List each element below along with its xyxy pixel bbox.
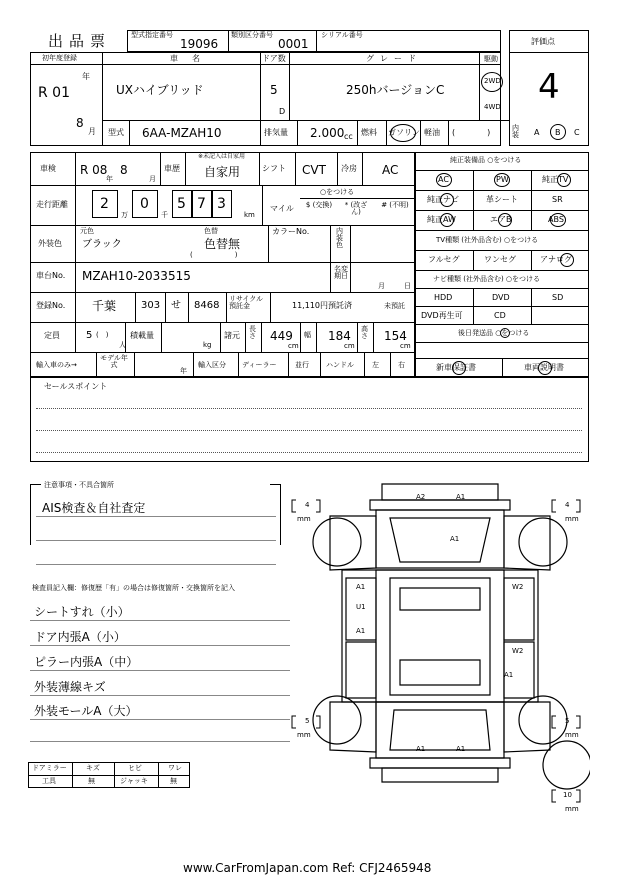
- import-label: 輸入車のみ→: [36, 361, 77, 369]
- interior-color-label: 内装色: [336, 227, 343, 249]
- capacity-label: 定員: [44, 331, 60, 340]
- tire-rl-depth: 5: [305, 717, 310, 725]
- inspection-year-unit: 年: [106, 175, 113, 183]
- recycle-unpaid: 未預託: [384, 302, 405, 310]
- dealer-label: ディーラー: [242, 361, 277, 369]
- later-title: 後日発送品 ○をつける: [458, 329, 530, 337]
- equip-aw: 純正AW: [427, 215, 456, 224]
- sales-point-box: [30, 377, 589, 462]
- year-unit: 年: [82, 72, 90, 81]
- navi-dvd: DVD: [492, 293, 510, 302]
- inspection-month: 8: [120, 163, 128, 177]
- later-manual-circle: [538, 361, 552, 375]
- width-unit: cm: [344, 342, 355, 350]
- month-unit: 月: [88, 127, 96, 136]
- tv-title: TV種類 (社外品含む) ○をつける: [436, 236, 539, 244]
- damage-label: A1: [504, 671, 514, 679]
- handle-right: 右: [398, 361, 405, 369]
- inspector-item-1: シートすれ（小）: [34, 605, 130, 619]
- damage-label: A1: [416, 745, 426, 753]
- category-label: 類別区分番号: [231, 31, 273, 39]
- cooler-label: 冷房: [341, 164, 357, 173]
- light-oil-label: 軽油: [424, 128, 440, 137]
- notes-title: 注意事項・不具合箇所: [44, 481, 114, 489]
- navi-title: ナビ種類 (社外品含む) ○をつける: [433, 275, 541, 283]
- jack-value: 無: [170, 777, 177, 785]
- drive-2wd: 2WD: [484, 77, 501, 85]
- model-year-label: モデル年式: [100, 354, 128, 369]
- shift-label: シフト: [262, 164, 286, 173]
- chassis-label: 車台No.: [36, 271, 66, 280]
- equip-ac: AC: [438, 175, 449, 184]
- name-change-label: 名変期日: [334, 265, 348, 280]
- sheet-title: 出品票: [48, 32, 112, 50]
- handle-label: ハンドル: [326, 361, 354, 369]
- mark-modified: * (改ざん): [344, 201, 368, 216]
- rating-value: 4: [538, 67, 560, 107]
- equip-airbag: エアB: [490, 215, 512, 224]
- tire-rr-unit: mm: [565, 731, 579, 739]
- orig-color-value: ブラック: [82, 239, 122, 250]
- chassis-value: MZAH10-2033515: [82, 269, 191, 283]
- inspector-item-5: 外装モールA（大）: [34, 704, 138, 718]
- scratch-header: キズ: [86, 764, 100, 772]
- damage-label: A1: [456, 493, 466, 501]
- navi-sd: SD: [552, 293, 564, 302]
- tools-label: 工具: [42, 777, 56, 785]
- mileage-digit-5: 3: [217, 196, 226, 212]
- first-reg-label: 初年度登録: [42, 54, 77, 62]
- light-oil-paren: ( ): [452, 128, 491, 137]
- capacity-value: 5: [86, 330, 93, 341]
- fuel-label: 燃料: [361, 128, 377, 137]
- damage-label: A1: [356, 627, 366, 635]
- inspection-value: R 08: [80, 163, 108, 177]
- inspector-item-3: ピラー内張A（中）: [34, 655, 139, 669]
- inspector-item-4: 外装薄線キズ: [34, 680, 106, 694]
- color-no-label: カラーNo.: [272, 227, 310, 236]
- mark-note: ○をつける: [320, 188, 355, 196]
- model-cert-label: 型式指定番号: [131, 31, 173, 39]
- model-value: 6AA-MZAH10: [142, 126, 222, 140]
- equip-airbag-circle: [498, 213, 512, 227]
- later-mark-circle: [500, 328, 510, 338]
- reg-label: 登録No.: [36, 301, 66, 310]
- doors-label: ドア数: [262, 54, 286, 63]
- height-label: 高さ: [361, 325, 368, 340]
- tire-fl-unit: mm: [297, 515, 311, 523]
- reg-kana: せ: [171, 300, 181, 311]
- equip-title: 純正装備品 ○をつける: [450, 156, 522, 164]
- usage-note: ※未記入は自家用: [198, 153, 246, 160]
- height-value: 154: [384, 329, 407, 343]
- damage-label: A2: [416, 493, 426, 501]
- tire-fr-depth: 4: [565, 501, 570, 509]
- crack-header: ヒビ: [128, 764, 142, 772]
- navi-dvd-play: DVD再生可: [421, 311, 463, 320]
- mileage-digit-2: 0: [140, 196, 149, 212]
- recycle-value: 11,110円預託済: [292, 301, 352, 310]
- equip-ac-circle: [436, 173, 452, 187]
- load-label: 積載量: [130, 331, 154, 340]
- first-reg-month: 8: [76, 116, 84, 130]
- damage-label: A1: [356, 583, 366, 591]
- length-value: 449: [270, 329, 293, 343]
- dims-label: 諸元: [224, 331, 240, 340]
- equip-leather: 革シート: [486, 195, 518, 204]
- equip-navi: 純正ナビ: [427, 195, 459, 204]
- serial-label: シリアル番号: [321, 31, 363, 39]
- reg-pref: 千葉: [92, 299, 117, 313]
- inspection-label: 車検: [40, 164, 56, 173]
- sales-point-label: セールスポイント: [44, 382, 108, 391]
- mileage-sen: 千: [161, 211, 168, 219]
- drive-4wd: 4WD: [484, 103, 501, 111]
- mileage-digit-3: 5: [177, 196, 186, 212]
- equip-abs: ABS: [548, 215, 564, 224]
- navi-cd: CD: [494, 311, 506, 320]
- orig-color-label: 元色: [80, 227, 94, 235]
- capacity-paren: ( ): [96, 331, 109, 339]
- equip-tv-circle: [557, 173, 571, 187]
- interior-label: 内装: [512, 124, 519, 139]
- first-reg-era: R 01: [38, 85, 70, 101]
- doors-value: 5: [270, 83, 278, 97]
- height-unit: cm: [400, 342, 411, 350]
- recycle-label: リサイクル預託金: [229, 295, 264, 310]
- equip-tv: 純正TV: [542, 175, 569, 184]
- mileage-unit: km: [244, 211, 255, 219]
- model-label: 型式: [108, 128, 124, 137]
- damage-label: U1: [356, 603, 366, 611]
- mileage-label: 走行距離: [36, 200, 68, 209]
- tv-fullseg: フルセグ: [428, 255, 460, 264]
- later-warranty-circle: [452, 361, 466, 375]
- paint-label: 色替: [204, 227, 218, 235]
- paint-paren: ( ): [190, 251, 238, 259]
- car-name-label: 車名: [170, 54, 214, 63]
- equip-aw-circle: [440, 213, 454, 227]
- equip-abs-circle: [550, 213, 566, 227]
- damage-label: A1: [456, 745, 466, 753]
- exterior-color-label: 外装色: [38, 239, 62, 248]
- jack-label: ジャッキ: [120, 777, 148, 785]
- grade-label: グレード: [366, 54, 422, 63]
- mirror-header: ドアミラー: [32, 764, 67, 772]
- footer-ref: www.CarFromJapan.com Ref: CFJ2465948: [183, 861, 432, 875]
- rating-label: 評価点: [531, 37, 555, 46]
- damage-label: W2: [512, 583, 524, 591]
- tire-spare-depth: 10: [563, 791, 572, 799]
- mileage-man: 万: [121, 211, 128, 219]
- length-unit: cm: [288, 342, 299, 350]
- equip-pw-circle: [494, 173, 510, 187]
- fuel-value: ガソリン: [388, 128, 420, 137]
- notes-line-1: AIS検査＆自社査定: [42, 501, 146, 515]
- reg-num: 8468: [194, 300, 220, 311]
- inspection-month-unit: 月: [149, 175, 156, 183]
- usage-label: 車歴: [164, 164, 180, 173]
- car-name-value: UXハイブリッド: [116, 83, 204, 97]
- model-cert-value: 19096: [180, 37, 219, 51]
- mark-exchange: $ (交換): [305, 201, 333, 209]
- reg-class: 303: [141, 300, 161, 311]
- tire-fr-unit: mm: [565, 515, 579, 523]
- displacement-value: 2.000: [310, 126, 345, 140]
- cooler-value: AC: [382, 163, 399, 177]
- model-year-unit: 年: [180, 367, 187, 375]
- paint-value: 色替無: [204, 237, 241, 251]
- inspector-title: 検査員記入欄：修復歴「有」の場合は修復箇所・交換箇所を記入: [32, 584, 235, 592]
- equip-pw: PW: [496, 175, 509, 184]
- car-damage-diagram: [290, 470, 590, 820]
- doors-type: D: [279, 107, 286, 116]
- grade-value: 250hバージョンC: [346, 83, 445, 97]
- shift-value: CVT: [302, 163, 326, 177]
- parallel-label: 並行: [295, 361, 309, 369]
- name-change-month: 月: [378, 282, 385, 290]
- import-type-label: 輸入区分: [198, 361, 226, 369]
- tire-spare-unit: mm: [565, 805, 579, 813]
- tire-fl-depth: 4: [305, 501, 310, 509]
- break-header: ワレ: [168, 764, 182, 772]
- length-label: 長さ: [249, 325, 256, 340]
- displacement-unit: cc: [344, 132, 353, 141]
- mileage-digit-4: 7: [197, 196, 206, 212]
- usage-value: 自家用: [204, 165, 241, 179]
- equip-navi-circle: [440, 193, 454, 207]
- tv-analog-circle: [560, 253, 574, 267]
- inspector-item-2: ドア内張A（小）: [34, 630, 126, 644]
- width-label: 幅: [304, 331, 311, 339]
- mark-unknown: # (不明): [381, 201, 409, 209]
- capacity-unit: 人: [119, 341, 126, 349]
- damage-label: W2: [512, 647, 524, 655]
- navi-hdd: HDD: [434, 293, 453, 302]
- width-value: 184: [328, 329, 351, 343]
- tools-value: 無: [88, 777, 95, 785]
- later-manual: 車両説明書: [524, 363, 564, 372]
- tv-oneseg: ワンセグ: [484, 255, 516, 264]
- category-value: 0001: [278, 37, 309, 51]
- handle-left: 左: [372, 361, 379, 369]
- tire-rr-depth: 5: [565, 717, 570, 725]
- mile-label: マイル: [270, 204, 294, 213]
- tv-analog: アナログ: [540, 255, 572, 264]
- interior-a: A: [534, 128, 540, 137]
- equip-sr: SR: [552, 195, 563, 204]
- mileage-digit-1: 2: [100, 196, 109, 212]
- drive-label: 駆動: [484, 55, 498, 63]
- interior-b: B: [555, 128, 561, 137]
- later-warranty: 新車保証書: [436, 363, 476, 372]
- tire-rl-unit: mm: [297, 731, 311, 739]
- damage-label: A1: [450, 535, 460, 543]
- interior-c: C: [574, 128, 580, 137]
- load-unit: kg: [203, 341, 212, 349]
- displacement-label: 排気量: [264, 128, 288, 137]
- name-change-day: 日: [404, 282, 411, 290]
